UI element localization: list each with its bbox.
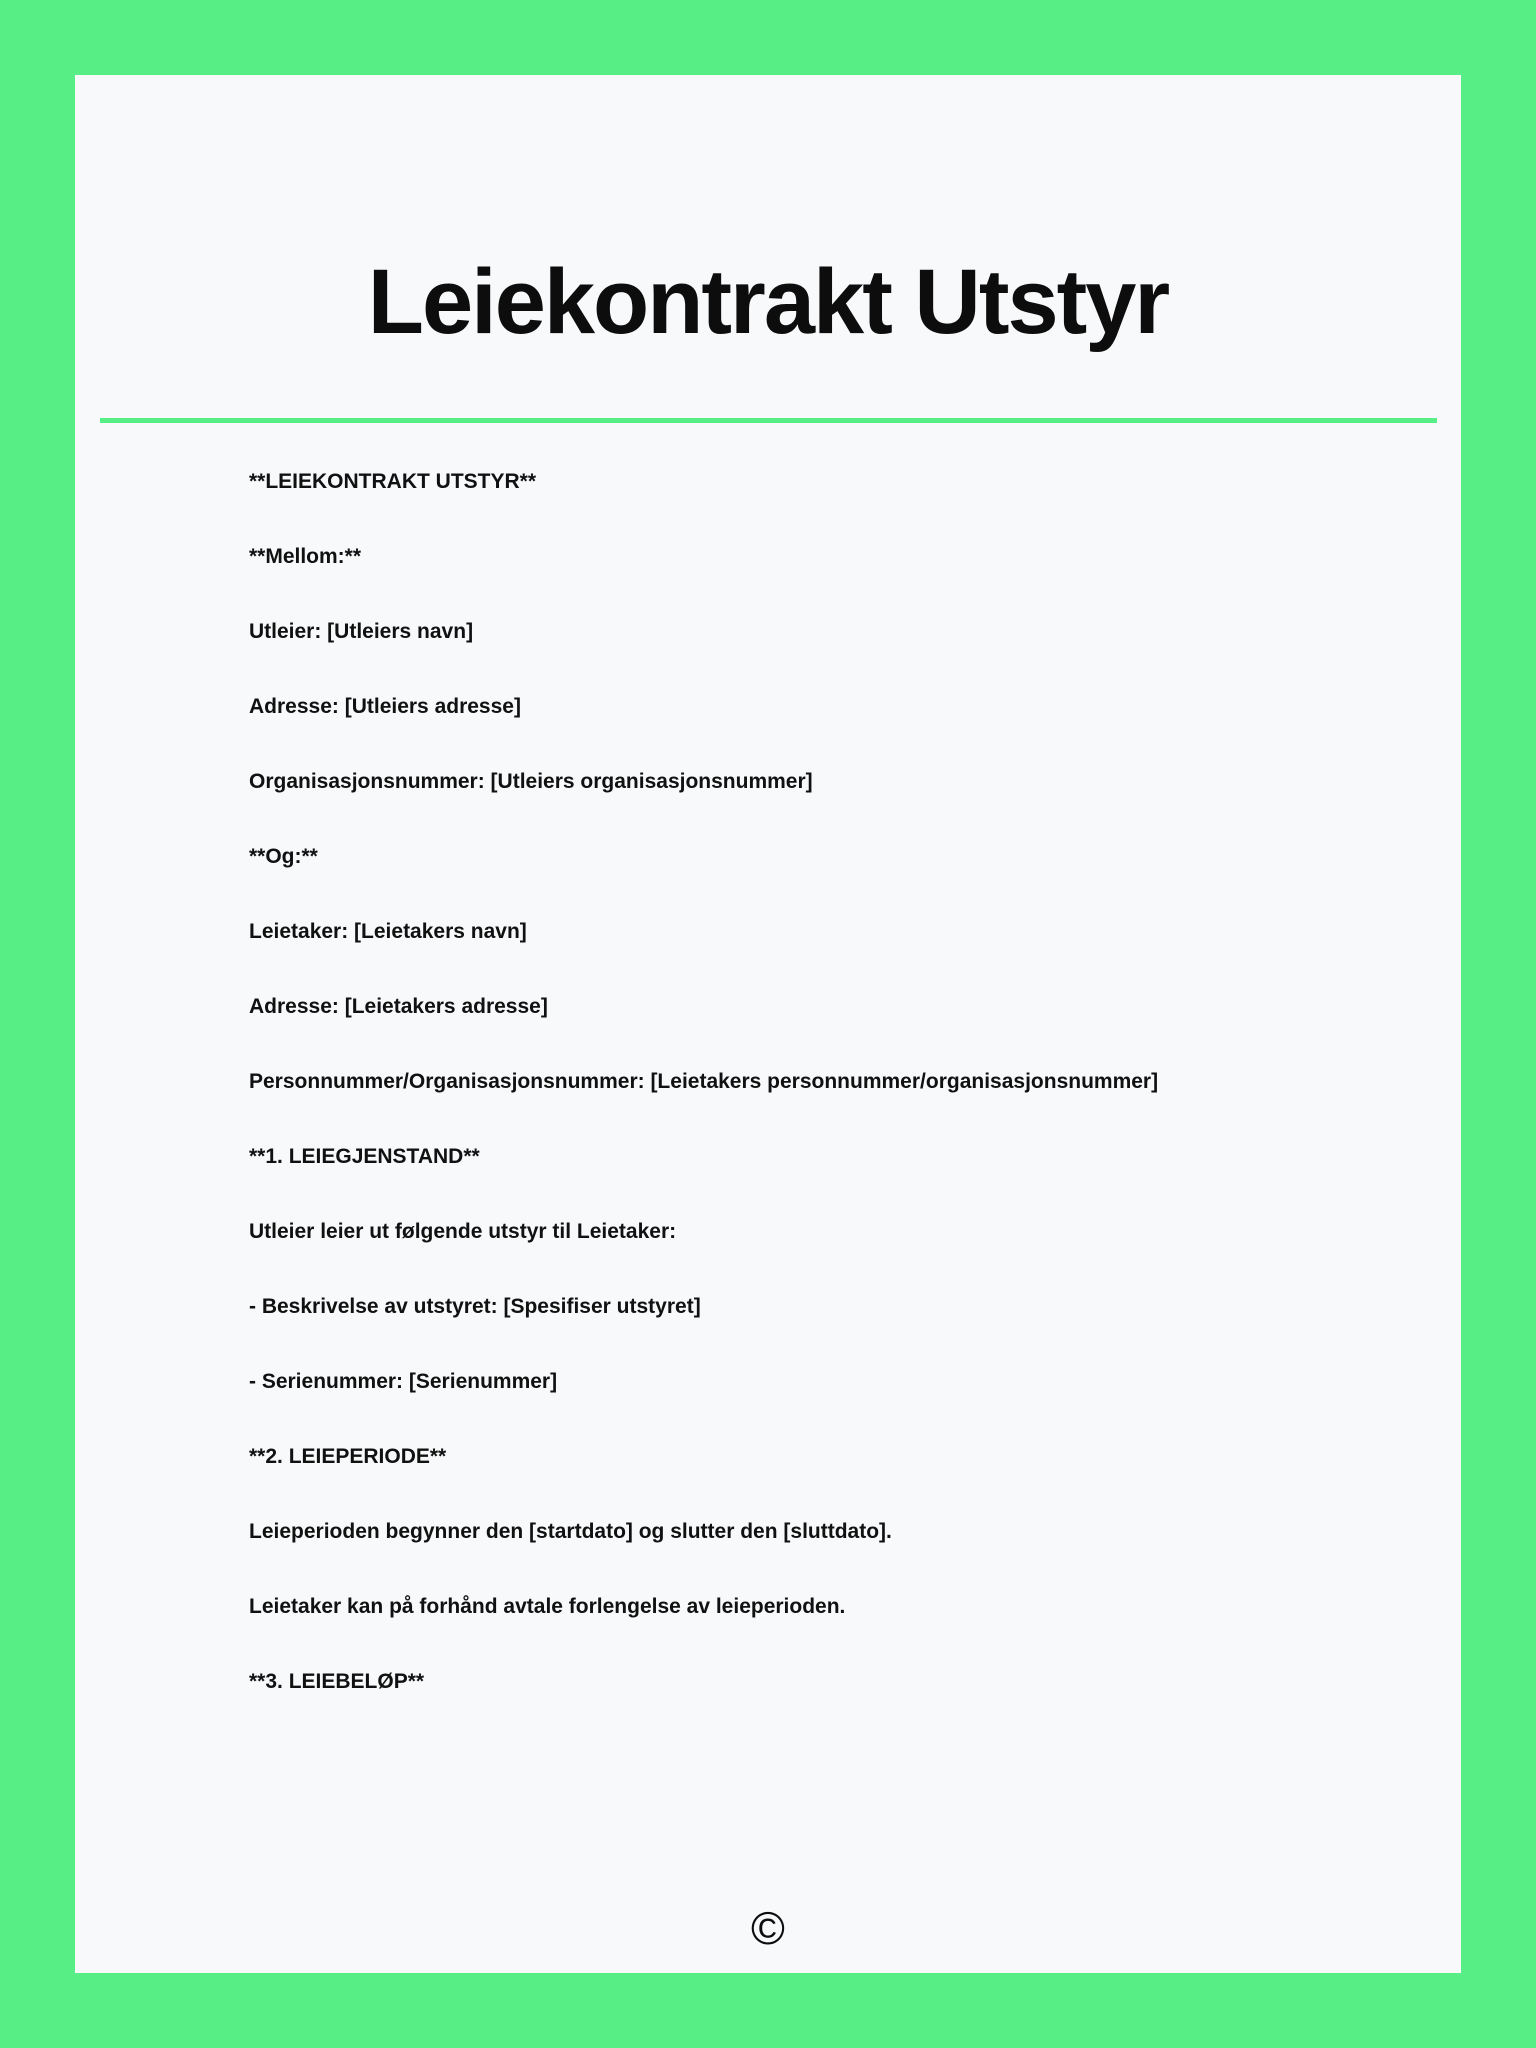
document-body <box>249 469 1421 1744</box>
paragraph: Adresse: [Leietakers adresse] <box>249 995 548 1018</box>
paragraph: Leieperioden begynner den [startdato] og slutter den [sluttdato]. <box>249 1520 892 1543</box>
page-title: Leiekontrakt Utstyr <box>367 251 1169 353</box>
paragraph-heading: **1. LEIEGJENSTAND** <box>249 1145 480 1168</box>
paragraph-heading: **Og:** <box>249 845 318 868</box>
paragraph-bullet: - Serienummer: [Serienummer] <box>249 1370 558 1393</box>
document-page <box>75 75 1461 1973</box>
paragraph: Leietaker: [Leietakers navn] <box>249 920 527 943</box>
paragraph: Adresse: [Utleiers adresse] <box>249 695 521 718</box>
title-divider <box>100 418 1437 423</box>
paragraph: Organisasjonsnummer: [Utleiers organisasjonsnummer] <box>249 770 813 793</box>
paragraph-heading: **2. LEIEPERIODE** <box>249 1445 447 1468</box>
paragraph-heading: **3. LEIEBELØP** <box>249 1670 425 1693</box>
paragraph: Leietaker kan på forhånd avtale forlengelse av leieperioden. <box>249 1595 846 1618</box>
paragraph: Utleier leier ut følgende utstyr til Leietaker: <box>249 1220 677 1243</box>
paragraph-bullet: - Beskrivelse av utstyret: [Spesifiser utstyret] <box>249 1295 701 1318</box>
paragraph-heading: **LEIEKONTRAKT UTSTYR** <box>249 470 537 493</box>
paragraph: Utleier: [Utleiers navn] <box>249 620 474 643</box>
copyright-icon: © <box>751 1902 785 1954</box>
paragraph: Personnummer/Organisasjonsnummer: [Leietakers personnummer/organisasjonsnummer] <box>249 1070 1159 1093</box>
paragraph-heading: **Mellom:** <box>249 545 362 568</box>
